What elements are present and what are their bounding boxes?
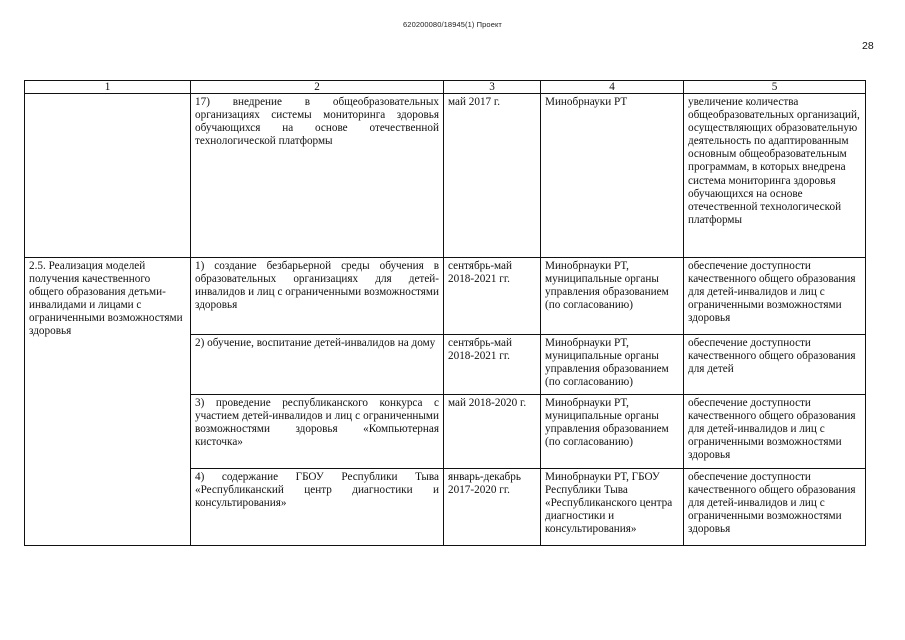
responsible-cell: Минобрнауки РТ <box>541 94 684 258</box>
column-header-5: 5 <box>684 81 866 94</box>
responsible-cell: Минобрнауки РТ, ГБОУ Республики Тыва «Республиканского центра диагностики и консультирования» <box>541 469 684 546</box>
page-number: 28 <box>862 40 874 52</box>
task-cell <box>25 94 191 258</box>
activity-text: 4) содержание ГБОУ Республики Тыва «Республиканский центр диагностики и консультирования» <box>195 471 439 510</box>
deadline-cell: сентябрь-май 2018-2021 гг. <box>444 335 541 395</box>
responsible-cell: Минобрнауки РТ, муниципальные органы управления образованием (по согласованию) <box>541 335 684 395</box>
activity-cell <box>191 395 444 469</box>
activity-text: 2) обучение, воспитание детей-инвалидов на дому <box>195 337 436 349</box>
document-header-code: 620200080/18945(1) Проект <box>403 20 502 29</box>
table-header-row <box>25 81 866 94</box>
activity-cell <box>191 258 444 335</box>
result-cell: увеличение количества общеобразовательных организаций, осуществляющих образовательную деятельность по адаптированным основным общеобразовательным программам, в которых внедрена система мониторинга здоровья обучающихся на основе отечественной технологической платформы <box>684 94 866 258</box>
column-header-4: 4 <box>541 81 684 94</box>
deadline-cell: сентябрь-май 2018-2021 гг. <box>444 258 541 335</box>
column-header-2: 2 <box>191 81 444 94</box>
column-header-1: 1 <box>25 81 191 94</box>
activity-text: 1) создание безбарьерной среды обучения в образовательных организациях для детей-инвалидов и лиц с ограниченными возможностями здоровья <box>195 260 439 312</box>
activity-cell <box>191 94 444 258</box>
activity-text: 3) проведение республиканского конкурса с участием детей-инвалидов и лиц с ограниченными возможностями здоровья «Компьютерная кисточка» <box>195 397 439 449</box>
table-row <box>25 94 866 258</box>
result-cell: обеспечение доступности качественного общего образования для детей-инвалидов и лиц с ограниченными возможностями здоровья <box>684 469 866 546</box>
plan-table <box>24 80 866 546</box>
activity-cell <box>191 335 444 395</box>
deadline-cell: январь-декабрь 2017-2020 гг. <box>444 469 541 546</box>
column-header-3: 3 <box>444 81 541 94</box>
result-cell: обеспечение доступности качественного общего образования для детей-инвалидов и лиц с ограниченными возможностями здоровья <box>684 395 866 469</box>
deadline-cell: май 2018-2020 г. <box>444 395 541 469</box>
activity-text: 17) внедрение в общеобразовательных организациях системы мониторинга здоровья обучающихся на основе отечественной технологической платформы <box>195 96 439 148</box>
deadline-cell: май 2017 г. <box>444 94 541 258</box>
responsible-cell: Минобрнауки РТ, муниципальные органы управления образованием (по согласованию) <box>541 395 684 469</box>
table-row <box>25 258 866 335</box>
result-cell: обеспечение доступности качественного общего образования для детей-инвалидов и лиц с ограниченными возможностями здоровья <box>684 258 866 335</box>
task-cell: 2.5. Реализация моделей получения качественного общего образования детьми-инвалидами и лицами с ограниченными возможностями здоровья <box>25 258 191 546</box>
responsible-cell: Минобрнауки РТ, муниципальные органы управления образованием (по согласованию) <box>541 258 684 335</box>
activity-cell <box>191 469 444 546</box>
result-cell: обеспечение доступности качественного общего образования для детей <box>684 335 866 395</box>
